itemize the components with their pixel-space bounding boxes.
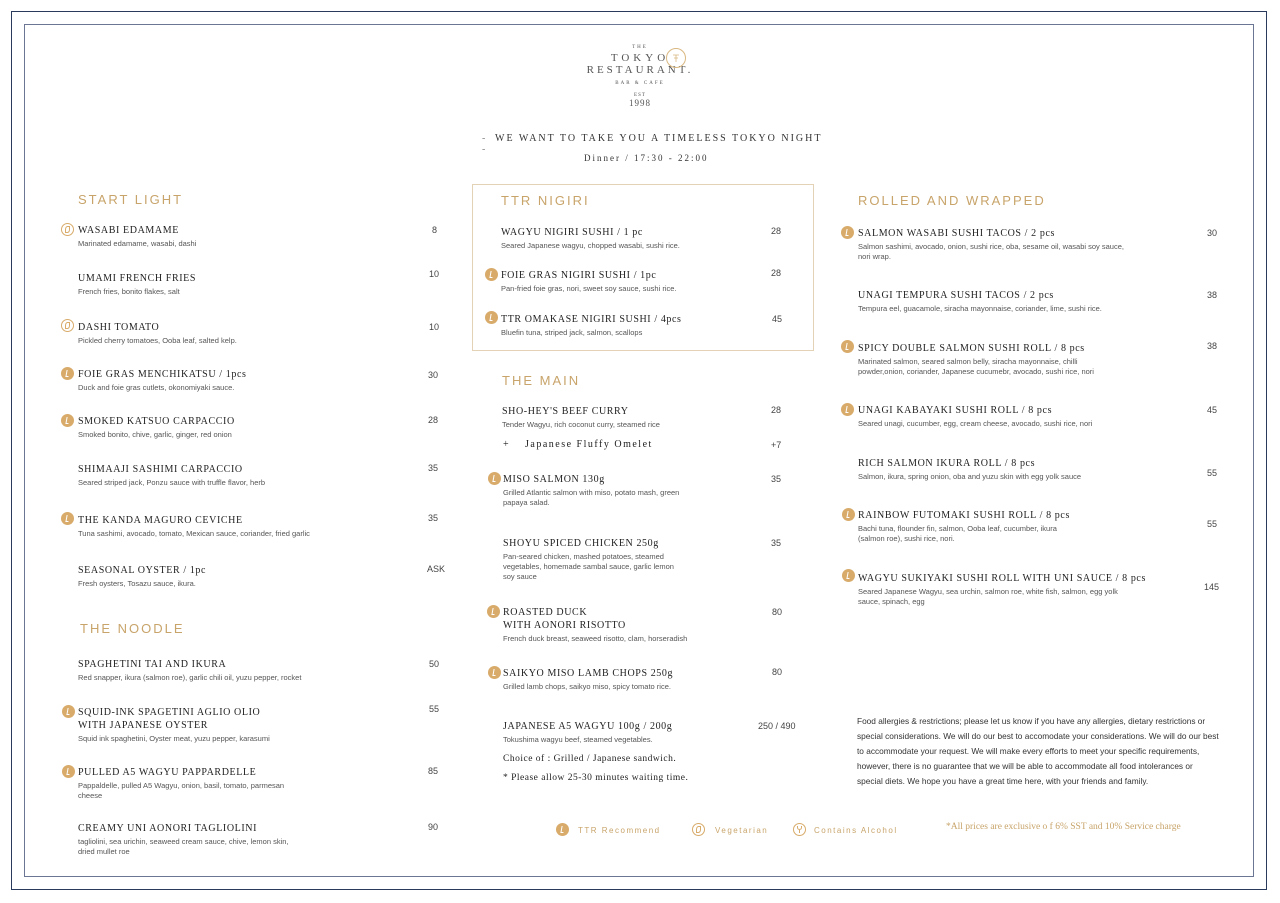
item-price: 55	[1207, 519, 1218, 529]
logo-tokyo: TOKYO	[610, 52, 670, 64]
menu-item	[502, 405, 660, 430]
item-price: 8	[432, 225, 438, 235]
menu-item	[858, 342, 1094, 377]
recommend-icon	[62, 705, 75, 718]
recommend-icon	[487, 605, 500, 618]
item-name: UMAMI FRENCH FRIES	[78, 273, 197, 284]
recommend-icon	[61, 414, 74, 427]
item-name: DASHI TOMATO	[78, 322, 160, 333]
logo-subtitle: BAR & CAFE	[615, 81, 665, 86]
item-name: MISO SALMON 130g	[503, 474, 605, 485]
item-desc: French duck breast, seaweed risotto, clam, horseradish	[503, 634, 688, 643]
item-price: 28	[771, 226, 782, 236]
item-price: 35	[771, 474, 782, 484]
item-desc: Smoked bonito, chive, garlic, ginger, red onion	[78, 430, 232, 439]
menu-item	[501, 226, 680, 251]
item-price: 28	[428, 415, 439, 425]
item-desc: Pickled cherry tomatoes, Ooba leaf, salted kelp.	[78, 336, 237, 345]
item-desc: Salmon, ikura, spring onion, oba and yuzu skin with egg yolk sauce	[858, 472, 1082, 481]
logo-restaurant: RESTAURANT.	[586, 64, 694, 76]
item-desc-line2: (salmon roe), sushi rice, nori.	[858, 534, 955, 543]
item-price: 250 / 490	[758, 721, 796, 731]
price-footnote: *All prices are exclusive o f 6% SST and 10% Service charge	[946, 822, 1181, 832]
item-name: FOIE GRAS MENCHIKATSU / 1pcs	[78, 369, 247, 380]
item-name: SHIMAAJI SASHIMI CARPACCIO	[78, 464, 243, 475]
item-price: 55	[1207, 468, 1218, 478]
item-desc: Seared unagi, cucumber, egg, cream cheese, avocado, sushi rice, nori	[858, 419, 1093, 428]
section-title-noodle: THE NOODLE	[80, 621, 185, 636]
section-title-start-light: START LIGHT	[78, 192, 184, 207]
item-name: WAGYU NIGIRI SUSHI / 1 pc	[501, 227, 643, 238]
item-name: CREAMY UNI AONORI TAGLIOLINI	[78, 823, 258, 834]
item-price: 38	[1207, 341, 1218, 351]
item-price: 50	[429, 659, 440, 669]
item-price: 10	[429, 269, 440, 279]
recommend-icon	[488, 472, 501, 485]
item-name: SMOKED KATSUO CARPACCIO	[78, 416, 235, 427]
recommend-icon	[842, 569, 855, 582]
item-price: 55	[429, 704, 440, 714]
item-name-line2: WITH AONORI RISOTTO	[503, 620, 626, 631]
item-name: WAGYU SUKIYAKI SUSHI ROLL WITH UNI SAUCE / 8 pcs	[858, 573, 1146, 584]
item-desc: tagliolini, sea urichin, seaweed cream sauce, chive, lemon skin,	[78, 837, 289, 846]
item-price: 35	[428, 513, 439, 523]
menu-item	[858, 572, 1146, 607]
item-name: WASABI EDAMAME	[78, 225, 179, 236]
item-name-line2: WITH JAPANESE OYSTER	[78, 720, 208, 731]
item-price: 45	[772, 314, 783, 324]
logo-est: EST	[634, 93, 646, 98]
item-desc: Pappaldelle, pulled A5 Wagyu, onion, basil, tomato, parmesan	[78, 781, 285, 790]
item-price: 85	[428, 766, 439, 776]
item-desc-line2: dried mullet roe	[78, 847, 130, 856]
item-desc: Bachi tuna, flounder fin, salmon, Ooba leaf, cucumber, ikura	[858, 524, 1057, 533]
item-desc: Tempura eel, guacamole, siracha mayonnaise, coriander, lime, sushi rice.	[858, 304, 1102, 313]
item-price: 45	[1207, 405, 1218, 415]
menu-item	[78, 321, 237, 346]
menu-item	[503, 473, 679, 508]
recommend-icon	[62, 765, 75, 778]
item-desc: French fries, bonito flakes, salt	[78, 287, 180, 296]
item-price: 35	[771, 538, 782, 548]
menu-item	[78, 463, 265, 488]
wagyu-choice: Choice of : Grilled / Japanese sandwich.	[503, 754, 677, 764]
menu-item	[858, 289, 1102, 314]
recommend-icon	[841, 340, 854, 353]
legend-alcohol: Contains Alcohol	[814, 826, 898, 835]
recommend-icon	[488, 666, 501, 679]
legend-recommend: TTR Recommend	[578, 826, 661, 835]
addon-price: +7	[771, 440, 782, 450]
item-desc: Grilled lamb chops, saikyo miso, spicy tomato rice.	[503, 682, 671, 691]
item-desc-line3: soy sauce	[503, 572, 537, 581]
item-name: SALMON WASABI SUSHI TACOS / 2 pcs	[858, 228, 1055, 239]
logo-the: THE	[632, 45, 648, 50]
item-name: PULLED A5 WAGYU PAPPARDELLE	[78, 767, 257, 778]
item-desc: Marinated salmon, seared salmon belly, siracha mayonnaise, chilli	[858, 357, 1078, 366]
tagline-dash: -	[482, 144, 488, 155]
item-desc-line2: cheese	[78, 791, 103, 800]
menu-item	[501, 269, 677, 294]
menu-item	[503, 537, 674, 582]
vegetarian-icon	[61, 223, 74, 236]
item-price: 35	[428, 463, 439, 473]
item-name: UNAGI TEMPURA SUSHI TACOS / 2 pcs	[858, 290, 1054, 301]
recommend-icon	[556, 823, 569, 836]
item-desc: Tokushima wagyu beef, steamed vegetables.	[503, 735, 653, 744]
menu-item	[78, 766, 284, 801]
item-price: 28	[771, 268, 782, 278]
menu-item	[78, 564, 206, 589]
item-desc: Pan-seared chicken, mashed potatoes, steamed	[503, 552, 664, 561]
section-title-main: THE MAIN	[502, 373, 581, 388]
item-name: SPICY DOUBLE SALMON SUSHI ROLL / 8 pcs	[858, 343, 1085, 354]
tagline-text: WE WANT TO TAKE YOU A TIMELESS TOKYO NIGHT	[495, 133, 823, 144]
item-name: SAIKYO MISO LAMB CHOPS 250g	[503, 668, 674, 679]
item-price: 80	[772, 667, 783, 677]
menu-item	[78, 658, 301, 683]
item-price: 80	[772, 607, 783, 617]
item-desc-line2: sauce, spinach, egg	[858, 597, 925, 606]
logo-year: 1998	[629, 98, 651, 108]
item-name: SQUID-INK SPAGETINI AGLIO OLIO	[78, 707, 261, 718]
item-desc-line2: papaya salad.	[503, 498, 550, 507]
addon-name: Japanese Fluffy Omelet	[525, 439, 653, 450]
section-title-rolled: ROLLED AND WRAPPED	[858, 193, 1046, 208]
item-price: 28	[771, 405, 782, 415]
item-desc: Marinated edamame, wasabi, dashi	[78, 239, 197, 248]
legend-vegetarian: Vegetarian	[715, 826, 769, 835]
item-desc: Squid ink spaghetini, Oyster meat, yuzu pepper, karasumi	[78, 734, 270, 743]
recommend-icon	[61, 512, 74, 525]
menu-item	[503, 667, 673, 692]
item-desc: Bluefin tuna, striped jack, salmon, scallops	[501, 328, 643, 337]
menu-item	[858, 457, 1081, 482]
menu-item	[78, 224, 196, 249]
recommend-icon	[841, 226, 854, 239]
restaurant-logo	[560, 44, 720, 120]
item-desc-line2: nori wrap.	[858, 252, 891, 261]
opening-hours: Dinner / 17:30 - 22:00	[584, 153, 709, 163]
item-name: THE KANDA MAGURO CEVICHE	[78, 515, 243, 526]
logo-mark-icon	[666, 48, 686, 68]
menu-item	[78, 272, 196, 297]
menu-item	[858, 227, 1124, 262]
addon-plus: +	[503, 439, 511, 450]
item-price: 30	[428, 370, 439, 380]
item-price: 10	[429, 322, 440, 332]
recommend-icon	[485, 311, 498, 324]
alcohol-icon	[793, 823, 806, 836]
item-name: SHO-HEY'S BEEF CURRY	[502, 406, 629, 417]
menu-item	[78, 415, 235, 440]
item-desc: Salmon sashimi, avocado, onion, sushi rice, oba, sesame oil, wasabi soy sauce,	[858, 242, 1124, 251]
menu-item	[78, 706, 270, 744]
item-desc: Pan-fried foie gras, nori, sweet soy sauce, sushi rice.	[501, 284, 677, 293]
item-name: RICH SALMON IKURA ROLL / 8 pcs	[858, 458, 1036, 469]
menu-item	[78, 514, 310, 539]
menu-item	[858, 509, 1070, 544]
recommend-icon	[485, 268, 498, 281]
recommend-icon	[842, 508, 855, 521]
section-title-nigiri: TTR NIGIRI	[501, 193, 590, 208]
recommend-icon	[841, 403, 854, 416]
vegetarian-icon	[61, 319, 74, 332]
menu-item	[78, 368, 246, 393]
vegetarian-icon	[692, 823, 705, 836]
item-desc: Red snapper, ikura (salmon roe), garlic chili oil, yuzu pepper, rocket	[78, 673, 302, 682]
item-desc: Fresh oysters, Tosazu sauce, ikura.	[78, 579, 196, 588]
item-price: 38	[1207, 290, 1218, 300]
item-desc: Tender Wagyu, rich coconut curry, steamed rice	[502, 420, 660, 429]
item-desc: Seared Japanese Wagyu, sea urchin, salmon roe, white fish, salmon, egg yolk	[858, 587, 1118, 596]
menu-item	[78, 822, 289, 857]
menu-item	[501, 313, 682, 338]
item-name: SPAGHETINI TAI AND IKURA	[78, 659, 227, 670]
item-name: UNAGI KABAYAKI SUSHI ROLL / 8 pcs	[858, 405, 1053, 416]
item-name: TTR OMAKASE NIGIRI SUSHI / 4pcs	[501, 314, 682, 325]
item-name: FOIE GRAS NIGIRI SUSHI / 1pc	[501, 270, 657, 281]
item-price: 145	[1204, 582, 1220, 592]
item-desc: Seared Japanese wagyu, chopped wasabi, sushi rice.	[501, 241, 680, 250]
item-desc-line2: vegetables, homemade sambal sauce, garlic lemon	[503, 562, 674, 571]
item-name: SHOYU SPICED CHICKEN 250g	[503, 538, 659, 549]
item-desc: Grilled Atlantic salmon with miso, potato mash, green	[503, 488, 680, 497]
wagyu-note: * Please allow 25-30 minutes waiting time.	[503, 773, 689, 783]
item-desc: Tuna sashimi, avocado, tomato, Mexican sauce, coriander, fried garlic	[78, 529, 310, 538]
item-price: 30	[1207, 228, 1218, 238]
item-name: JAPANESE A5 WAGYU 100g / 200g	[503, 721, 673, 732]
allergy-notice: Food allergies & restrictions; please let us know if you have any allergies, dietary restrictions or special considerations. We will do our best to accomodate your considerations. We will do our best to accommodate your request. We will make every efforts to meet your specific requirements, however, there is no guarantee that we will be able to accommodate all food intolerances or special diets. We hope you have a great time here, with your friends and family.	[857, 716, 1219, 786]
item-price: ASK	[427, 564, 446, 574]
tagline-dash: -	[482, 133, 488, 144]
menu-item	[503, 606, 687, 644]
item-name: RAINBOW FUTOMAKI SUSHI ROLL / 8 pcs	[858, 510, 1070, 521]
menu-item	[503, 720, 672, 745]
item-name: ROASTED DUCK	[503, 607, 588, 618]
item-desc: Duck and foie gras cutlets, okonomiyaki sauce.	[78, 383, 235, 392]
item-desc-line2: powder,onion, coriander, Japanese cucumebr, avocado, sushi rice, nori	[858, 367, 1094, 376]
item-desc: Seared striped jack, Ponzu sauce with truffle flavor, herb	[78, 478, 266, 487]
item-price: 90	[428, 822, 439, 832]
item-name: SEASONAL OYSTER / 1pc	[78, 565, 207, 576]
recommend-icon	[61, 367, 74, 380]
menu-item	[858, 404, 1092, 429]
